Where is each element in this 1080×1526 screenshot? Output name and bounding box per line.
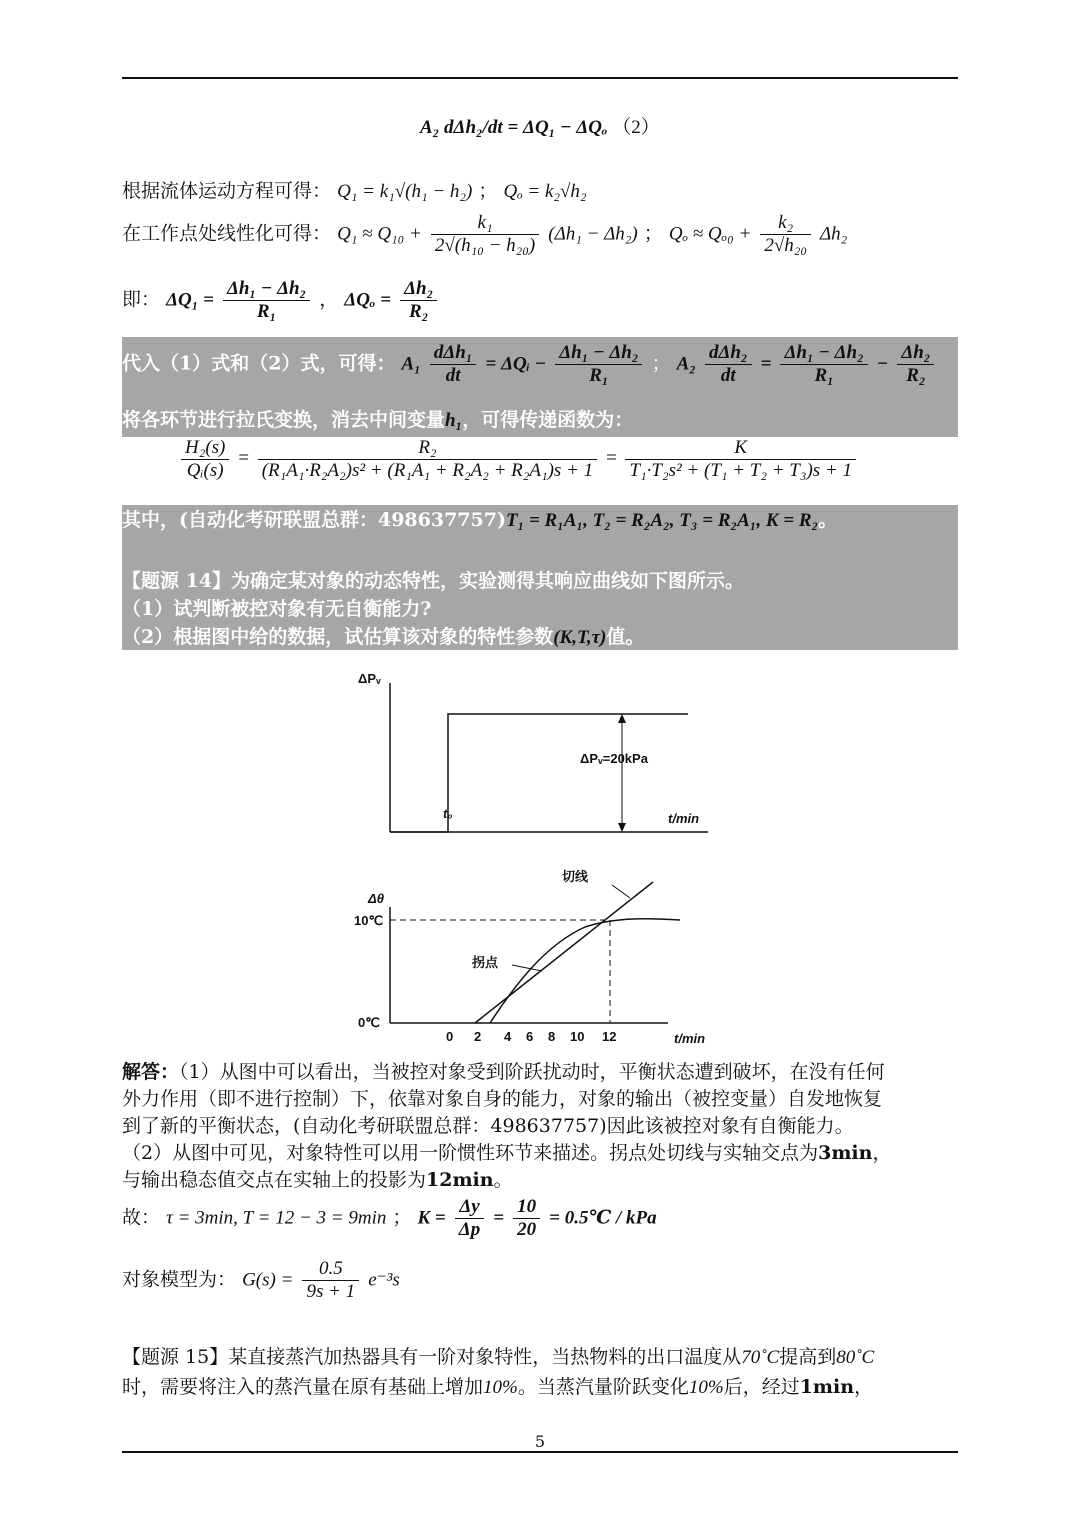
top-t0-label: t₀ [443,806,453,821]
flow-equation-qo: Qₒ = k₂√h₂ [503,181,587,202]
ie-dqo-num: Δh₂ [400,278,437,301]
response-figure [330,655,760,1050]
answer-l1: （1）从图中可以看出，当被控对象受到阶跃扰动时，平衡状态遭到破坏，在没有任何 [179,1061,885,1083]
model-rhs: e⁻³s [368,1269,400,1291]
equation-2-body: A₂ dΔh₂/dt = ΔQ₁ − ΔQₒ [420,117,608,138]
q15-l2-b: 。当蒸汽量阶跃变化 [517,1376,689,1398]
bottom-rule [122,1451,958,1453]
answer-label: 解答： [122,1061,180,1083]
q15-temp-2: 80˚C [836,1347,875,1368]
transfer-rhs [625,437,856,482]
sub-eq2-num2: Δh₂ [897,342,934,365]
q15-l1-b: 提高到 [779,1346,837,1368]
sub-eq2-eq: = [760,353,772,375]
ie-dqo-den: R₂ [409,300,429,322]
q15-l2-a: 时，需要将注入的蒸汽量在原有基础上增加 [122,1376,484,1398]
q14-part2 [122,622,644,649]
q14-title: 【题源 14】为确定某对象的动态特性，实验测得其响应曲线如下图所示。 [122,570,745,592]
sub-eq1-mid: = ΔQᵢ − [485,353,547,375]
transfer-lhs-den: Qᵢ(s) [186,459,224,481]
flow-equation-sep: ； [478,180,498,202]
answer-l5-a: 与输出稳态值交点在实轴上的投影为 [122,1169,427,1191]
answer-l5-c: 。 [493,1169,513,1191]
k-eq: = [493,1207,505,1229]
gu-line [122,1196,657,1241]
q15-percent-1: 10% [483,1377,518,1398]
transfer-rhs-num: K [625,437,856,460]
model-den: 9s + 1 [306,1280,356,1302]
answer-l4-c: ， [872,1142,892,1164]
transfer-lhs [181,437,229,482]
bottom-y-label: Δθ [368,891,384,906]
sub-into-label: 代入（1）式和（2）式，可得： [122,352,396,375]
sub-eq1-lhs: A₁ [401,353,421,375]
gu-label: 故： [122,1206,161,1229]
q15-line-2 [122,1372,873,1399]
flow-equation-label: 根据流体运动方程可得： [122,180,332,202]
transfer-mid-den: (R₁A₁·R₂A₂)s² + (R₁A₁ + R₂A₂ + R₂A₁)s + 1 [261,459,594,481]
k-frac-1 [455,1196,484,1241]
sub-eq1-dden: dt [445,364,461,386]
page-number: 5 [534,1432,546,1451]
k-den: Δp [458,1218,481,1240]
q14-part2-b: 值。 [606,626,645,648]
linearize-qo-frac [760,212,811,257]
sub-eq1-frac [555,342,642,387]
model-line [122,1258,400,1303]
k-rhs: = 0.5℃ / kPa [549,1207,657,1229]
linearize-q1-den: 2√(h₁₀ − h₂₀) [434,234,536,256]
sub-sep: ； [651,352,671,375]
tangent-pointer [612,885,630,898]
q14-part2-a: （2）根据图中给的数据，试估算该对象的特性参数 [122,626,554,648]
x-tick-4: 4 [504,1029,512,1044]
sub-eq1-deriv [430,342,477,387]
where-text: 其中，(自动化考研联盟总群：498637757) [122,509,506,531]
q15-l2-c: 后，经过 [723,1376,800,1398]
sub-eq1-dnum: dΔh₁ [430,342,477,365]
linearize-qo-num: k₂ [760,212,811,235]
ie-label: 即： [122,288,161,311]
top-rule [122,77,958,79]
answer-l5-value: 12min [426,1169,494,1191]
sub-eq2-lhs: A₂ [676,353,696,375]
bottom-10c-label: 10℃ [354,913,384,928]
bottom-0c-label: 0℃ [358,1015,380,1030]
q15-time: 1min [799,1376,855,1398]
linearize-sep: ； [643,222,663,245]
q15-percent-2: 10% [688,1377,724,1398]
sub-eq1-den: R₁ [589,364,609,386]
model-num: 0.5 [302,1258,359,1281]
sub-eq1-num: Δh₁ − Δh₂ [555,342,642,365]
linearize-q1-frac [431,212,539,257]
x-tick-10: 10 [570,1029,585,1044]
model-lhs: G(s) = [242,1269,294,1291]
top-x-label: t/min [668,811,700,826]
answer-line-4 [122,1138,891,1165]
linearize-qo-lhs: Qₒ ≈ Qₒ₀ + [668,223,752,245]
answer-line-5 [122,1165,513,1192]
equation-2 [420,112,660,139]
ie-line [122,278,440,323]
x-tick-2: 2 [474,1029,482,1044]
k-frac-2 [513,1196,540,1241]
sub-eq2-minus: − [876,353,889,375]
tangent-line [475,882,653,1023]
sub-eq2-dden: dt [720,364,736,386]
k-lhs: K = [417,1207,446,1229]
laplace-line [122,405,633,432]
q15-line-1 [122,1342,874,1369]
laplace-var: h₁ [445,410,463,431]
answer-l4-a: （2）从图中可见，对象特性可以用一阶惯性环节来描述。拐点处切线与实轴交点为 [122,1142,819,1164]
linearize-q1-rhs: (Δh₁ − Δh₂) [548,223,638,245]
ie-sep: ， [319,288,339,311]
bottom-x-label: t/min [674,1031,706,1046]
model-frac [302,1258,359,1303]
sub-eq2-frac1 [780,342,867,387]
sub-eq2-dnum: dΔh₂ [705,342,752,365]
q14-part1: （1）试判断被控对象有无自衡能力? [122,598,432,620]
ie-dqo-frac [400,278,437,323]
ie-dq1: ΔQ₁ = [166,289,214,311]
answer-l4-value: 3min [818,1142,873,1164]
q14-params: (K,T,τ) [553,627,607,648]
transfer-function: $\frac{\text{H₂(s)}}{\text{Qᵢ(s)}}$ = $\frac{\text{R₂}}{\text{(R₁A₁·R₂A₂)s² + (R₁A₁ + R₂A₂ + R₂A₁)s + 1}}$ = $\frac{K}{\text{T₁·T₂s² + (T₁ + T₂ + T₃)s + 1}}$ [178,437,859,482]
q15-l2-d: ， [854,1376,874,1398]
k-den-2: 20 [517,1218,537,1240]
where-line [122,505,837,532]
laplace-text-b: ，可得传递函数为： [462,409,634,431]
transfer-mid-num: R₂ [258,437,597,460]
model-label: 对象模型为： [122,1268,237,1291]
ie-dq1-den: R₁ [256,300,277,322]
tangent-label: 切线 [562,869,589,884]
q15-temp-1: 70˚C [741,1347,780,1368]
inflection-label: 拐点 [472,955,499,970]
ie-dq1-num: Δh₁ − Δh₂ [223,278,310,301]
k-num-2: 10 [513,1196,540,1219]
equation-2-tag: （2） [612,117,660,138]
sub-into-line [122,342,937,387]
transfer-lhs-num: H₂(s) [181,437,229,460]
q15-l1-a: 【题源 15】某直接蒸汽加热器具有一阶对象特性，当热物料的出口温度从 [122,1346,742,1368]
sub-eq2-frac2 [897,342,934,387]
inflection-pointer [512,965,542,971]
sub-eq2-den2: R₂ [906,364,926,386]
amplitude-arrow-top [618,714,626,723]
sub-eq2-num1: Δh₁ − Δh₂ [780,342,867,365]
ie-dq1-frac [223,278,310,323]
flow-equation-line [122,176,587,203]
linearize-q1-num: k₁ [431,212,539,235]
answer-line-3: 到了新的平衡状态，(自动化考研联盟总群：498637757)因此该被控对象有自衡能力。 [122,1115,854,1137]
laplace-text-a: 将各环节进行拉氏变换，消去中间变量 [122,409,446,431]
x-tick-0: 0 [446,1029,454,1044]
gu-sep: ； [392,1206,412,1229]
linearize-qo-rhs: Δh₂ [820,223,848,245]
top-annotation: ΔPᵥ=20kPa [580,751,648,766]
amplitude-arrow-bottom [618,823,626,832]
step-signal [390,714,688,832]
linearize-qo-den: 2√h₂₀ [764,234,807,256]
transfer-mid [258,437,597,482]
x-tick-6: 6 [526,1029,534,1044]
linearize-label: 在工作点处线性化可得： [122,222,332,245]
answer-line-2: 外力作用（即不进行控制）下，依靠对象自身的能力，对象的输出（被控变量）自发地恢复 [122,1088,883,1110]
response-curve [490,919,680,1023]
k-num: Δy [455,1196,484,1219]
sub-eq2-deriv [705,342,752,387]
ie-dqo: ΔQₒ = [344,289,392,311]
transfer-rhs-den: T₁·T₂s² + (T₁ + T₂ + T₃)s + 1 [629,459,853,481]
linearize-line [122,212,847,257]
sub-eq2-den1: R₁ [814,364,834,386]
top-y-label: ΔPᵥ [358,671,381,686]
answer-line-1 [122,1057,885,1084]
x-tick-8: 8 [548,1029,556,1044]
x-tick-12: 12 [602,1029,617,1044]
linearize-q1-lhs: Q₁ ≈ Q₁₀ + [337,223,422,245]
where-end: 。 [818,509,838,531]
gu-equation: τ = 3min, T = 12 − 3 = 9min [166,1207,387,1229]
flow-equation-q1: Q₁ = k₁√(h₁ − h₂) [337,181,473,202]
where-params: T₁ = R₁A₁, T₂ = R₂A₂, T₃ = R₂A₁, K = R₂ [505,510,819,531]
